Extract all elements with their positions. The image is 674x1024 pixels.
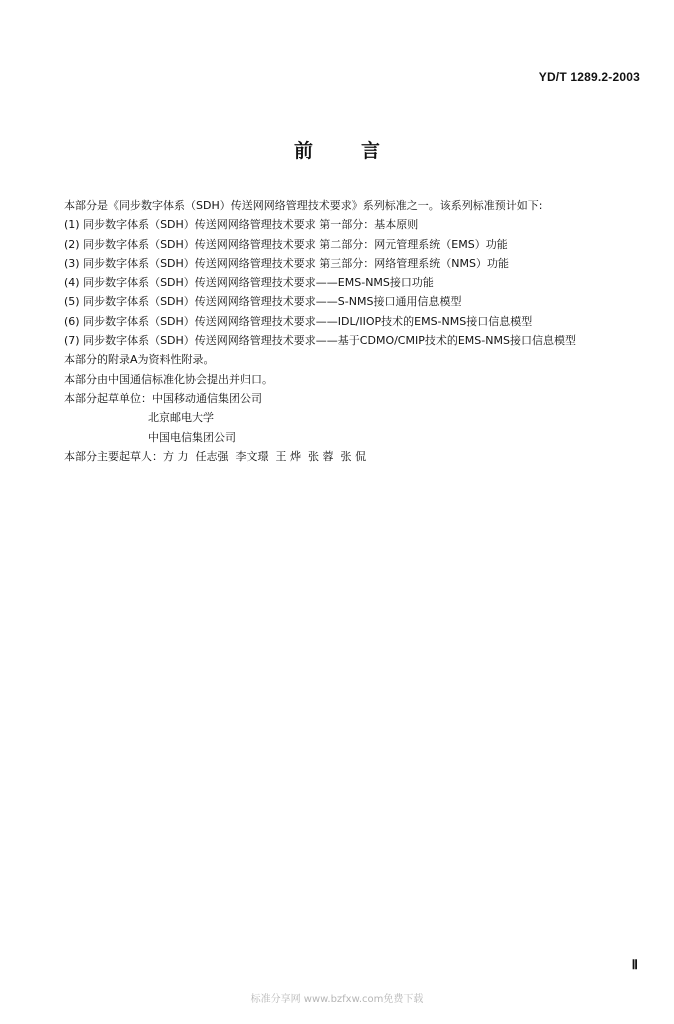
series-item-7: (7) 同步数字体系（SDH）传送网网络管理技术要求——基于CDMO/CMIP技术的EMS-NMS接口信息模型 — [64, 334, 576, 348]
drafters-names: 方 力 任志强 李文璟 王 烨 张 蓉 张 侃 — [163, 449, 366, 463]
drafting-unit-1: 中国移动通信集团公司 — [152, 391, 262, 405]
foreword-body — [40, 196, 640, 466]
series-item-5: (5) 同步数字体系（SDH）传送网网络管理技术要求——S-NMS接口通用信息模型 — [64, 295, 462, 309]
series-item-2: (2) 同步数字体系（SDH）传送网网络管理技术要求 第二部分：网元管理系统（EMS）功能 — [64, 237, 508, 251]
appendix-note: 本部分的附录A为资料性附录。 — [64, 353, 215, 367]
series-item-4: (4) 同步数字体系（SDH）传送网网络管理技术要求——EMS-NMS接口功能 — [64, 276, 434, 290]
series-item-6: (6) 同步数字体系（SDH）传送网网络管理技术要求——IDL/IIOP技术的EMS-NMS接口信息模型 — [64, 314, 533, 328]
standard-number: YD/T 1289.2-2003 — [538, 70, 640, 84]
series-item-3: (3) 同步数字体系（SDH）传送网网络管理技术要求 第三部分：网络管理系统（NMS）功能 — [64, 256, 509, 270]
drafting-units-label: 本部分起草单位： — [64, 391, 152, 405]
page-title: 前言 — [293, 140, 428, 162]
proposer-note: 本部分由中国通信标准化协会提出并归口。 — [64, 372, 273, 386]
intro-paragraph: 本部分是《同步数字体系（SDH）传送网网络管理技术要求》系列标准之一。该系列标准预计如下: — [64, 199, 543, 212]
drafting-units — [40, 389, 640, 408]
drafters — [40, 447, 640, 466]
page-number: Ⅱ — [631, 957, 638, 972]
drafting-unit-3: 中国电信集团公司 — [148, 430, 236, 444]
drafters-label: 本部分主要起草人： — [64, 449, 163, 463]
drafting-unit-2: 北京邮电大学 — [148, 411, 214, 425]
series-item-1: (1) 同步数字体系（SDH）传送网网络管理技术要求 第一部分：基本原则 — [64, 218, 419, 232]
watermark: 标准分享网 www.bzfxw.com免费下载 — [250, 994, 424, 1005]
